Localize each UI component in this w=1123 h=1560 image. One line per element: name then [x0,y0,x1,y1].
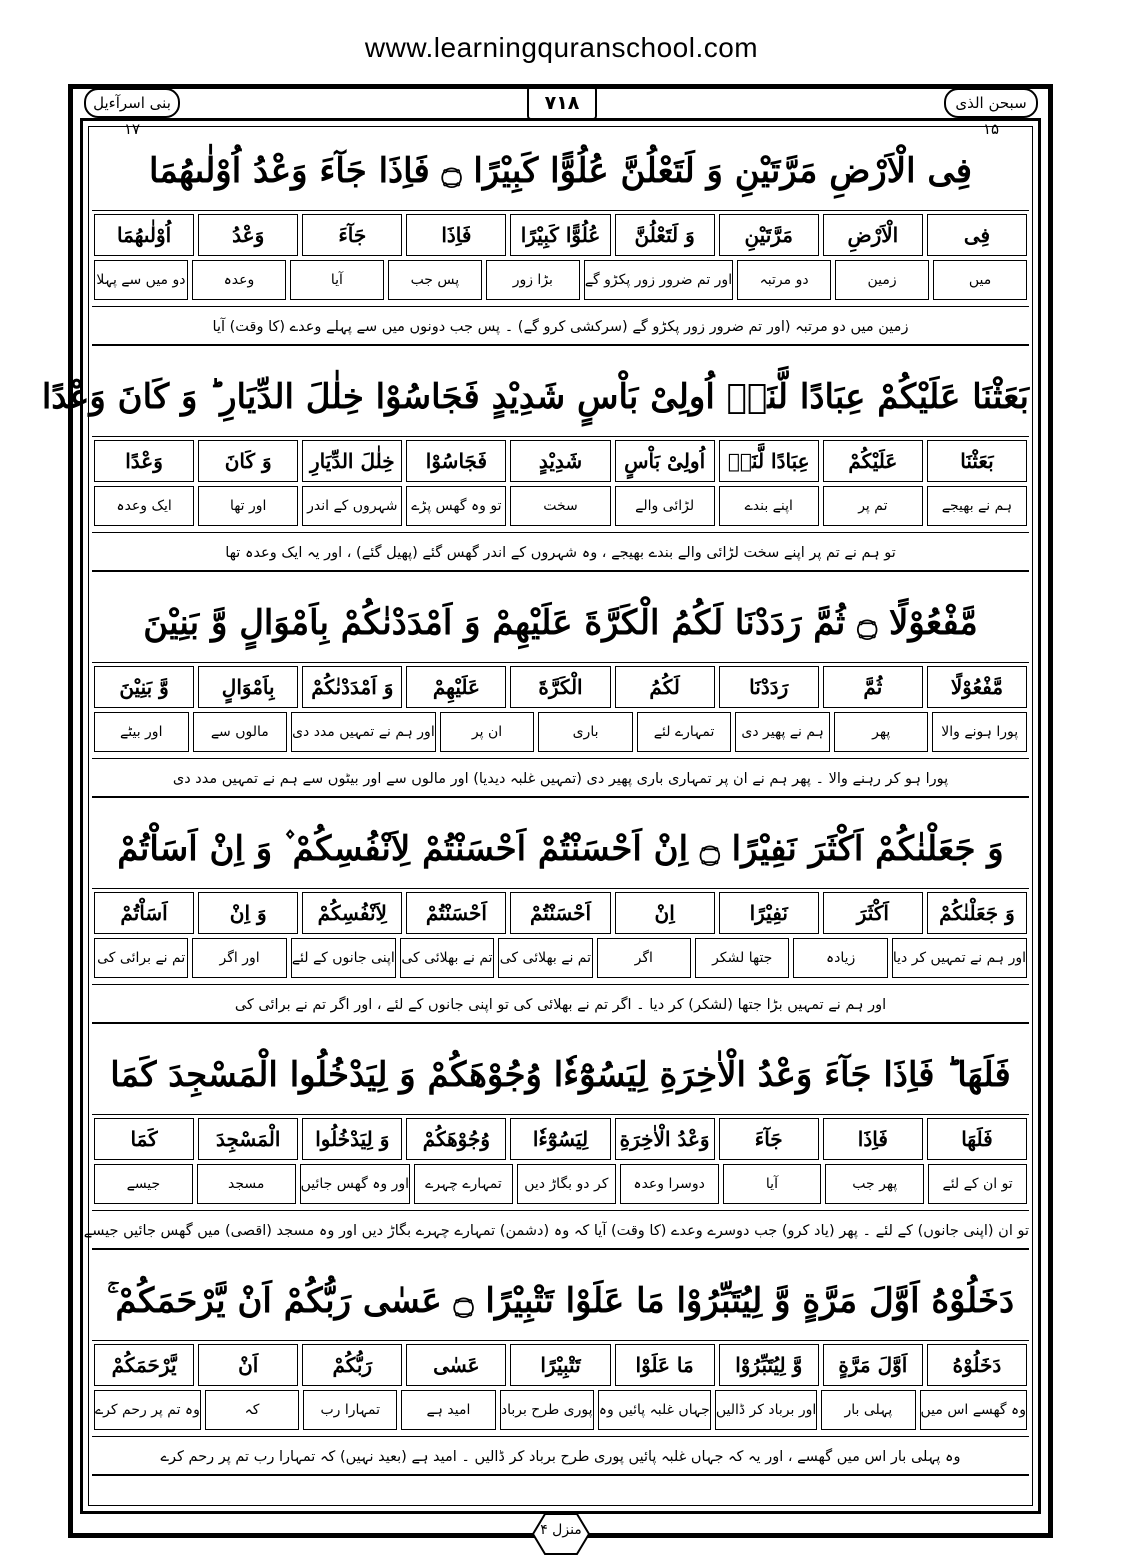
word-cell: یَّرْحَمَكُمْ [94,1344,194,1386]
meaning-cell: تمہارا رب [303,1390,397,1430]
word-cell: اَكْثَرَ [823,892,923,934]
meaning-cell: سخت [510,486,610,526]
ayah-line: مَّفْعُوْلًا ۝ ثُمَّ رَدَدْنَا لَكُمُ الْكَرَّةَ عَلَیْهِمْ وَ اَمْدَدْنٰكُمْ بِاَمْوَالٍ وَّ بَنِیْنَ [92,584,1029,663]
meaning-cell: اپنے بندے [719,486,819,526]
word-cell: دَخَلُوْهُ [927,1344,1027,1386]
word-cell: جَآءَ [719,1118,819,1160]
word-cell: وَ اِنْ [198,892,298,934]
word-cell: فَاِذَا [823,1118,923,1160]
word-cell: بَعَثْنَا [927,440,1027,482]
meaning-cell: پھر [834,712,929,752]
meaning-cell: تم نے بھلائی کی [400,938,494,978]
word-cell: اَوَّلَ مَرَّةٍ [823,1344,923,1386]
meaning-cell: اور بیٹے [94,712,189,752]
meaning-cell: جیسے [94,1164,193,1204]
word-cell: مَا عَلَوْا [615,1344,715,1386]
meaning-row [92,710,1029,754]
meaning-cell: اور ہم نے تمہیں کر دیا [892,938,1027,978]
word-cell: اَحْسَنْتُمْ [510,892,610,934]
meaning-cell: اور اگر [192,938,286,978]
translation-line: تو ہم نے تم پر اپنے سخت لڑائی والے بندے بھیجے ، وہ شہروں کے اندر گھس گئے (پھیل گئے) ، اور یہ ایک وعدہ تھا [92,532,1029,572]
meaning-cell: تم پر [823,486,923,526]
meaning-cell: جتھا لشکر [695,938,789,978]
translation-line: تو ان (اپنی جانوں) کے لئے ۔ پھر (یاد کرو) جب دوسرے وعدے (کا وقت) آیا کہ وہ (دشمن) تمہارے چہرے بگاڑ دیں اور وہ مسجد (اقصی) میں گھس جائیں جیسے [92,1210,1029,1250]
meaning-cell: اگر [597,938,691,978]
word-cell: رَدَدْنَا [719,666,819,708]
translation-line: وہ پہلی بار اس میں گھسے ، اور یہ کہ جہاں غلبہ پائیں پوری طرح برباد کر ڈالیں ۔ امید ہے (بعید نہیں) کہ تمہارا رب تم پر رحم کرے [92,1436,1029,1476]
word-cell: عَسٰى [406,1344,506,1386]
word-cell: اَحْسَنْتُمْ [406,892,506,934]
translation-line: زمین میں دو مرتبہ (اور تم ضرور زور پکڑو گے (سرکشی کرو گے) ۔ پس جب دونوں میں سے پہلے وعدے (کا وقت) آیا [92,306,1029,346]
meaning-row [92,484,1029,528]
meaning-cell: ہم نے بھیجے [927,486,1027,526]
ayah-line: فِی الْاَرْضِ مَرَّتَیْنِ وَ لَتَعْلُنَّ عُلُوًّا كَبِیْرًا ۝ فَاِذَا جَآءَ وَعْدُ اُوْلٰىهُمَا [92,132,1029,211]
meaning-cell: پس جب [388,260,482,300]
meaning-cell: پہلی بار [821,1390,915,1430]
translation-line: پورا ہو کر رہنے والا ۔ پھر ہم نے ان پر تمہاری باری پھیر دی (تمہیں غلبہ دیدیا) اور مالوں سے اور بیٹوں سے ہم نے تمہیں مدد دی [92,758,1029,798]
meaning-cell: تم نے برائی کی [94,938,188,978]
meaning-cell: تم نے بھلائی کی [498,938,592,978]
word-cell: عِبَادًا لَّنَاۤ [719,440,819,482]
word-cell: عُلُوًّا كَبِیْرًا [510,214,610,256]
word-cell: لِاَنْفُسِكُمْ [302,892,402,934]
word-cell: وَ لِیَدْخُلُوا [302,1118,402,1160]
word-cell: فَلَهَا [927,1118,1027,1160]
meaning-cell: اپنی جانوں کے لئے [291,938,396,978]
meaning-cell: اور ہم نے تمہیں مدد دی [291,712,436,752]
word-cell: مَرَّتَیْنِ [719,214,819,256]
word-cell: اَسَاْتُمْ [94,892,194,934]
meaning-cell: پوری طرح برباد [500,1390,594,1430]
manzil-label: منزل ۴ [540,1522,582,1538]
word-cell: فِی [927,214,1027,256]
word-cell: وَ اَمْدَدْنٰكُمْ [302,666,402,708]
word-cell: خِلٰلَ الدِّیَارِ [302,440,402,482]
meaning-cell: امید ہے [401,1390,495,1430]
ayah-line: فَلَهَا ؕ فَاِذَا جَآءَ وَعْدُ الْاٰخِرَةِ لِیَسُوْٓءٗا وُجُوْهَكُمْ وَ لِیَدْخُلُوا الْمَسْجِدَ كَمَا [92,1036,1029,1115]
meaning-cell: زیادہ [793,938,887,978]
meaning-cell: کر دو بگاڑ دیں [517,1164,616,1204]
word-cell: وَ جَعَلْنٰكُمْ [927,892,1027,934]
meaning-cell: شہروں کے اندر [302,486,402,526]
word-cell: اِنْ [615,892,715,934]
meaning-cell: جہاں غلبہ پائیں وہ [598,1390,711,1430]
word-cell: رَبُّكُمْ [302,1344,402,1386]
meaning-cell: زمین [835,260,929,300]
ayah-line: بَعَثْنَا عَلَیْكُمْ عِبَادًا لَّنَاۤ اُولِیْ بَاْسٍ شَدِیْدٍ فَجَاسُوْا خِلٰلَ الدِّیَارِ ؕ وَ كَانَ وَعْدًا [92,358,1029,437]
manzil-marker [521,1512,601,1556]
ayah-line: وَ جَعَلْنٰكُمْ اَكْثَرَ نَفِیْرًا ۝ اِنْ اَحْسَنْتُمْ اَحْسَنْتُمْ لِاَنْفُسِكُمْ ۫ وَ اِنْ اَسَاْتُمْ [92,810,1029,889]
word-row [92,890,1029,936]
meaning-cell: تمہارے چہرے [414,1164,513,1204]
word-cell: الْمَسْجِدَ [198,1118,298,1160]
word-row [92,1116,1029,1162]
meaning-row [92,936,1029,980]
word-cell: فَجَاسُوْا [406,440,506,482]
word-cell: لَكُمُ [615,666,715,708]
word-cell: كَمَا [94,1118,194,1160]
word-cell: وَ لَتَعْلُنَّ [615,214,715,256]
word-cell: وَعْدُ الْاٰخِرَةِ [615,1118,715,1160]
meaning-row [92,258,1029,302]
page-number: ۷۱۸ [527,86,597,120]
word-cell: فَاِذَا [406,214,506,256]
word-row [92,1342,1029,1388]
website-url[interactable]: www.learningquranschool.com [364,32,759,63]
meaning-cell: ان پر [440,712,535,752]
meaning-cell: مسجد [197,1164,296,1204]
word-cell: نَفِیْرًا [719,892,819,934]
meaning-cell: تو وہ گھس پڑے [406,486,506,526]
word-cell: اَنْ [198,1344,298,1386]
meaning-cell: پھر جب [825,1164,924,1204]
meaning-cell: آیا [290,260,384,300]
meaning-cell: اور برباد کر ڈالیں [715,1390,817,1430]
word-cell: ثُمَّ [823,666,923,708]
meaning-cell: اور وہ گھس جائیں [300,1164,410,1204]
word-cell: الْاَرْضِ [823,214,923,256]
meaning-cell: ہم نے پھیر دی [735,712,830,752]
word-cell: بِاَمْوَالٍ [198,666,298,708]
word-row [92,438,1029,484]
meaning-cell: پورا ہونے والا [932,712,1027,752]
meaning-cell: میں [933,260,1027,300]
surah-name-header: بنی اسرآءیل ۱۷ [84,88,180,118]
ayah-line: دَخَلُوْهُ اَوَّلَ مَرَّةٍ وَّ لِیُتَبِّرُوْا مَا عَلَوْا تَتْبِیْرًا ۝ عَسٰى رَبُّكُمْ اَنْ یَّرْحَمَكُمْ ۚ [92,1262,1029,1341]
meaning-cell: مالوں سے [193,712,288,752]
word-row [92,212,1029,258]
meaning-cell: وعدہ [192,260,286,300]
meaning-cell: تمہارے لئے [637,712,732,752]
word-cell: وَّ لِیُتَبِّرُوْا [719,1344,819,1386]
word-cell: وَّ بَنِیْنَ [94,666,194,708]
meaning-cell: اور تم ضرور زور پکڑو گے [584,260,733,300]
word-cell: عَلَیْكُمْ [823,440,923,482]
meaning-cell: بڑا زور [486,260,580,300]
meaning-cell: آیا [723,1164,822,1204]
word-cell: وُجُوْهَكُمْ [406,1118,506,1160]
meaning-cell: لڑائی والے [615,486,715,526]
word-cell: اُوْلٰىهُمَا [94,214,194,256]
meaning-cell: اور تھا [198,486,298,526]
meaning-cell: وہ تم پر رحم کرے [94,1390,201,1430]
translation-line: اور ہم نے تمہیں بڑا جتھا (لشکر) کر دیا ۔ اگر تم نے بھلائی کی تو اپنی جانوں کے لئے ، اور اگر تم نے برائی کی [92,984,1029,1024]
word-cell: اُولِیْ بَاْسٍ [615,440,715,482]
meaning-cell: دو مرتبہ [737,260,831,300]
meaning-row [92,1388,1029,1432]
word-cell: مَّفْعُوْلًا [927,666,1027,708]
word-cell: تَتْبِیْرًا [510,1344,610,1386]
meaning-cell: تو ان کے لئے [928,1164,1027,1204]
meaning-cell: دوسرا وعدہ [620,1164,719,1204]
word-cell: جَآءَ [302,214,402,256]
word-row [92,664,1029,710]
meaning-cell: ایک وعدہ [94,486,194,526]
meaning-cell: وہ گھسے اس میں [920,1390,1028,1430]
word-cell: شَدِیْدٍ [510,440,610,482]
meaning-cell: کہ [205,1390,299,1430]
word-cell: وَ كَانَ [198,440,298,482]
word-cell: الْكَرَّةَ [510,666,610,708]
meaning-cell: دو میں سے پہلا [94,260,188,300]
juz-name-header: سبحن الذی ۱۵ [944,88,1038,118]
word-cell: وَعْدُ [198,214,298,256]
meaning-row [92,1162,1029,1206]
meaning-cell: باری [538,712,633,752]
word-cell: وَعْدًا [94,440,194,482]
word-cell: عَلَیْهِمْ [406,666,506,708]
word-cell: لِیَسُوْٓءٗا [510,1118,610,1160]
